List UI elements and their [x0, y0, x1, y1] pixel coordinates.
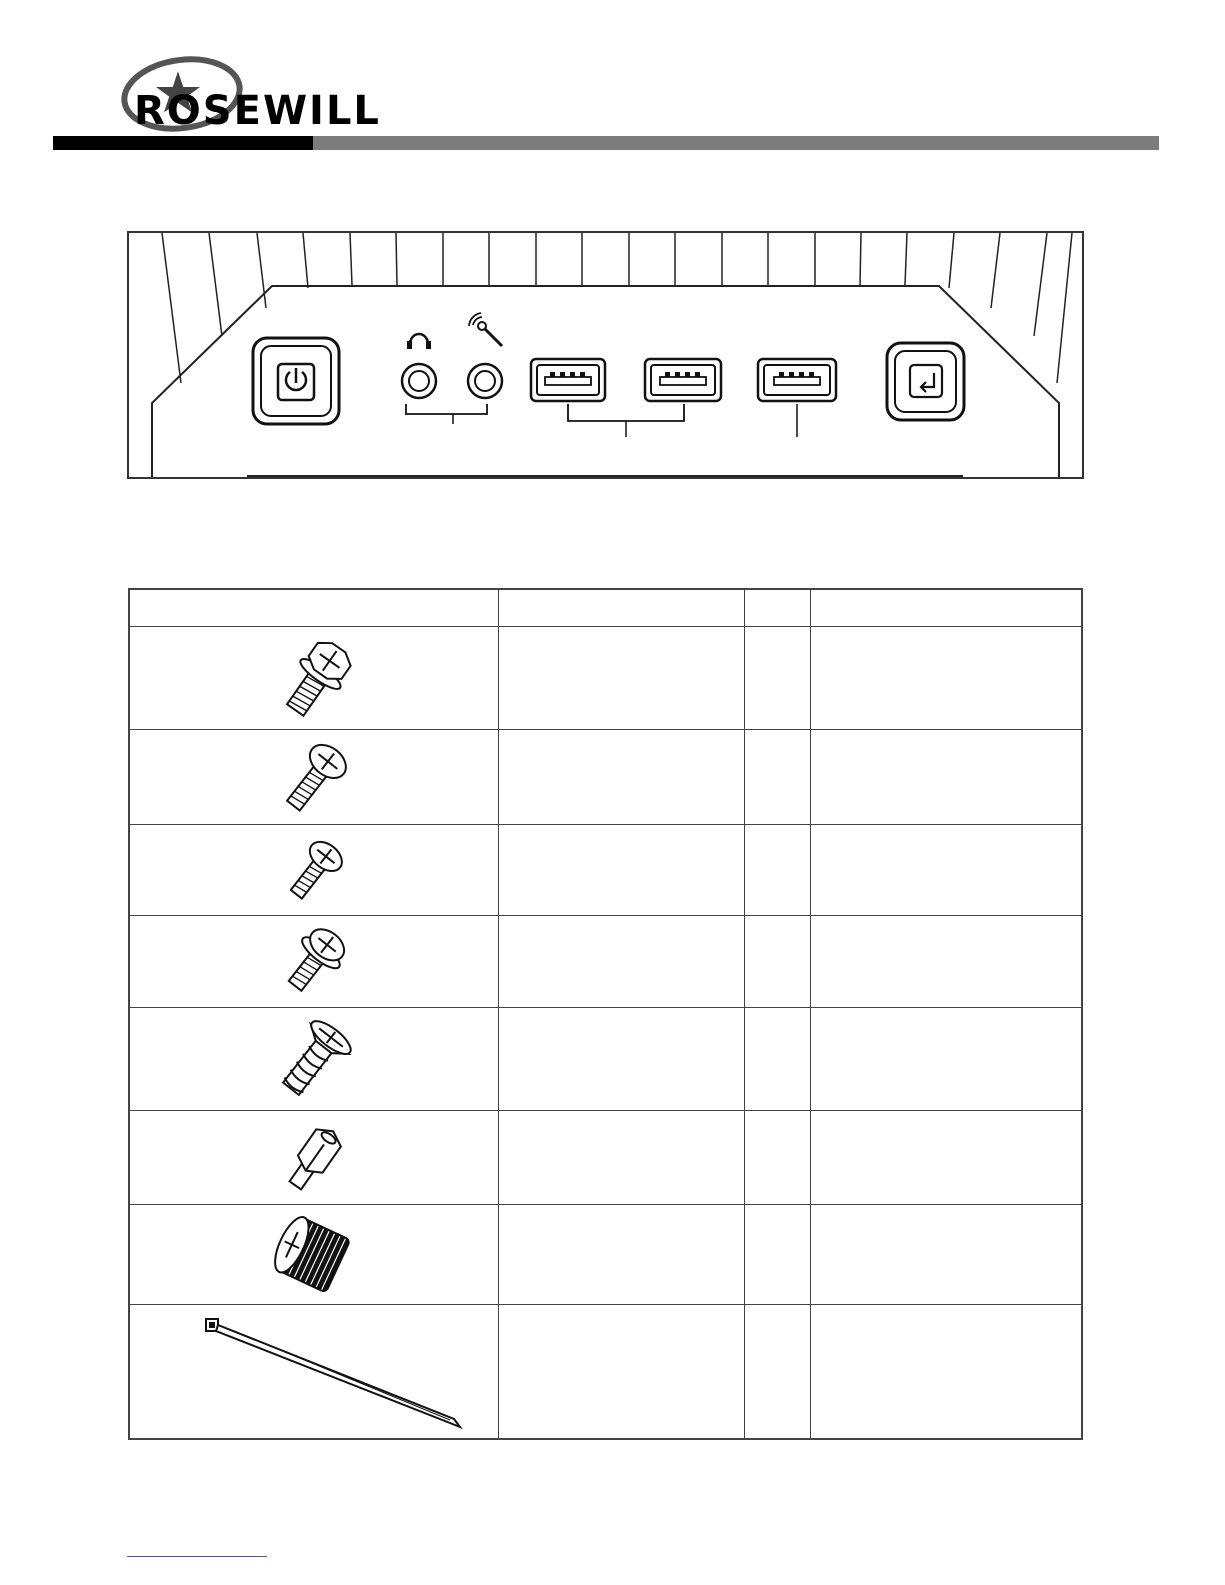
accessory-table — [128, 588, 1083, 1440]
reset-button[interactable] — [887, 343, 964, 420]
column-header-usage — [810, 590, 1083, 626]
column-header-name — [498, 590, 744, 626]
round-head-screw-icon — [259, 734, 369, 819]
table-row — [130, 729, 498, 824]
table-row — [130, 1304, 498, 1440]
usb-port-3[interactable] — [758, 359, 836, 401]
microphone-jack[interactable] — [468, 364, 502, 398]
table-row — [130, 626, 498, 729]
row-1-qty — [744, 626, 810, 729]
power-button[interactable] — [253, 338, 339, 424]
thumb-screw-icon — [254, 1207, 374, 1302]
standoff-icon — [264, 1115, 364, 1200]
header-bar-dark — [53, 136, 313, 150]
table-row — [130, 1110, 498, 1204]
header-bar-grey — [313, 136, 1159, 150]
usb-port-1[interactable] — [531, 359, 605, 401]
cable-tie-icon — [154, 1307, 474, 1437]
usb-port-2[interactable] — [645, 359, 721, 401]
column-header-qty — [744, 590, 810, 626]
washer-head-screw-icon — [264, 920, 364, 1002]
column-header-item — [130, 590, 498, 626]
table-row — [130, 1007, 498, 1110]
small-round-head-screw-icon — [264, 830, 364, 910]
brand-name: ROSEWILL — [134, 88, 381, 134]
hex-head-screw-icon — [259, 633, 369, 723]
row-1-name — [498, 626, 744, 729]
table-row — [130, 915, 498, 1007]
footer-link-underline[interactable] — [127, 1556, 267, 1557]
headphone-jack[interactable] — [402, 364, 436, 398]
table-row — [130, 1204, 498, 1304]
row-1-usage — [810, 626, 1083, 729]
flat-head-coarse-screw-icon — [259, 1011, 369, 1106]
front-panel-diagram — [127, 231, 1084, 479]
table-row — [130, 824, 498, 915]
